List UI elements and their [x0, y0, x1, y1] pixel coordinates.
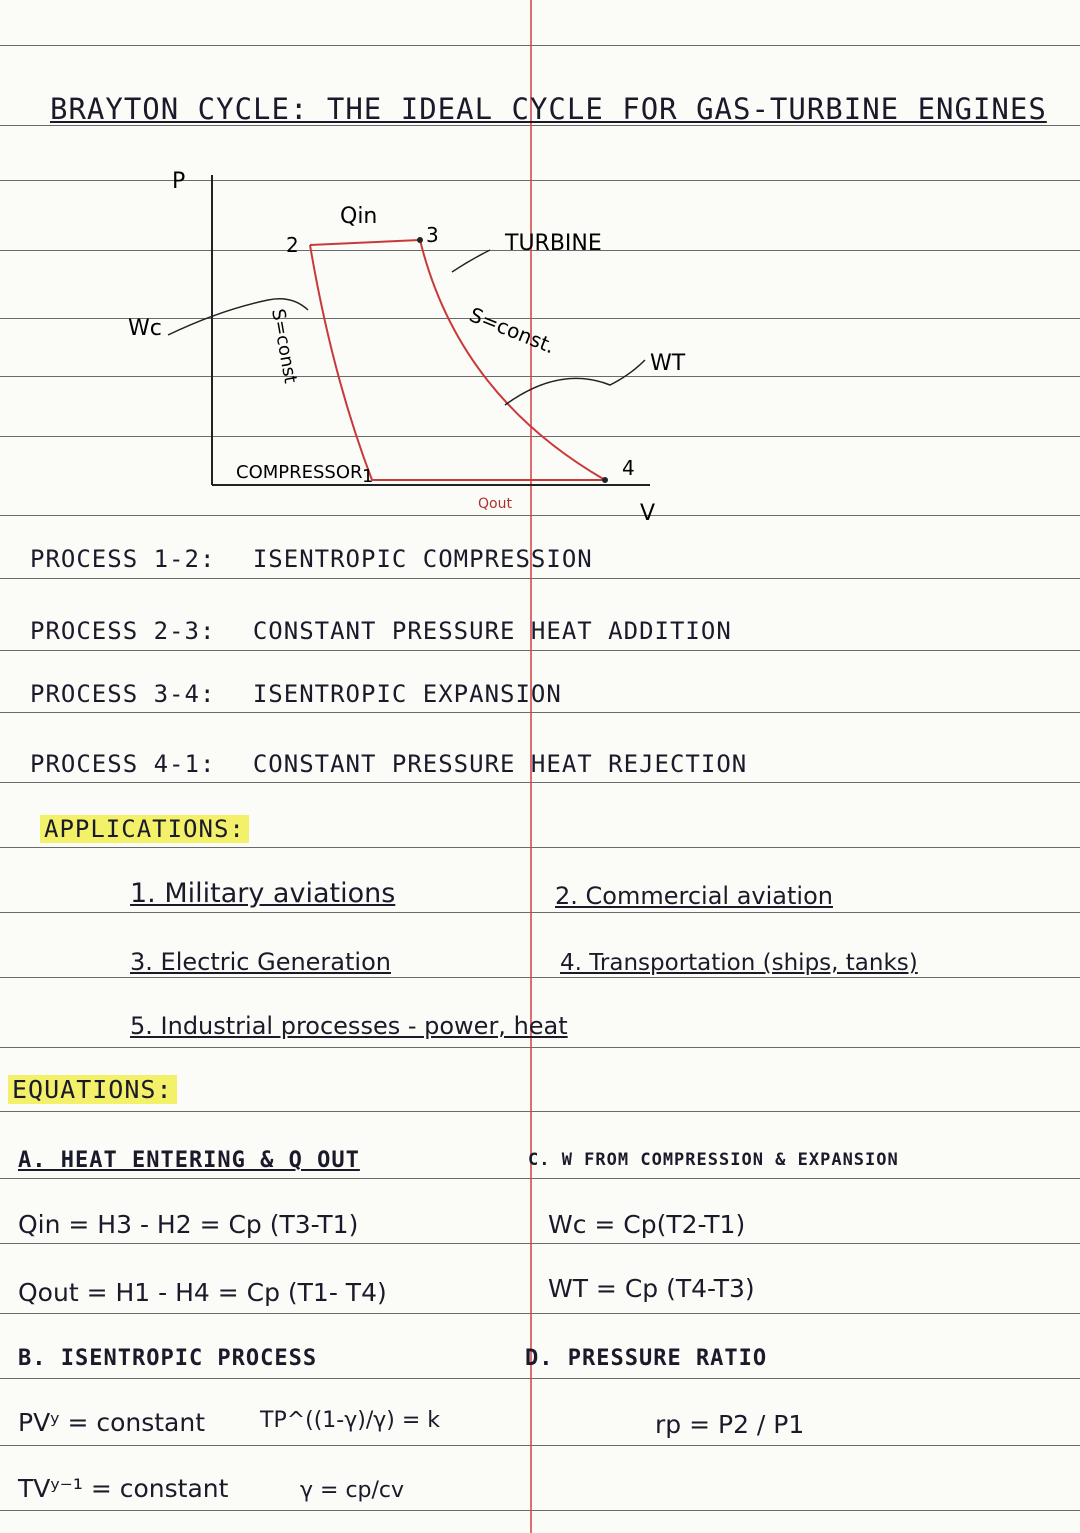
- eq-c1: Wc = Cp(T2-T1): [548, 1210, 746, 1239]
- turbine-label: TURBINE: [505, 231, 602, 256]
- line-2-3: [310, 240, 420, 245]
- application-item-3: 3. Electric Generation: [130, 948, 391, 976]
- process-1-2-label: PROCESS 1-2:: [30, 545, 216, 573]
- process-2-3-label: PROCESS 2-3:: [30, 617, 216, 645]
- process-4-1-label: PROCESS 4-1:: [30, 750, 216, 778]
- compressor-label: COMPRESSOR: [236, 462, 363, 483]
- process-4-1-text: CONSTANT PRESSURE HEAT REJECTION: [252, 750, 748, 778]
- equations-heading: EQUATIONS:: [8, 1075, 177, 1104]
- application-item-4: 4. Transportation (ships, tanks): [560, 950, 918, 976]
- process-3-4-text: ISENTROPIC EXPANSION: [252, 680, 562, 708]
- brayton-pv-diagram: [0, 160, 1080, 530]
- eq-b-title: B. ISENTROPIC PROCESS: [18, 1346, 318, 1371]
- eq-a-title: A. HEAT ENTERING & Q OUT: [18, 1148, 360, 1173]
- process-3-4-label: PROCESS 3-4:: [30, 680, 216, 708]
- eq-d-title: D. PRESSURE RATIO: [525, 1346, 768, 1371]
- q-out-label: Qout: [478, 496, 512, 512]
- process-4-1: [30, 750, 747, 778]
- q-in-label: Qin: [340, 204, 378, 229]
- curve-3-4: [420, 240, 605, 480]
- applications-heading: APPLICATIONS:: [40, 815, 249, 843]
- eq-b3: TVʸ⁻¹ = constant: [18, 1474, 229, 1503]
- eq-d1: rp = P2 / P1: [655, 1410, 805, 1439]
- process-2-3: [30, 617, 732, 645]
- eq-c-title: C. W FROM COMPRESSION & EXPANSION: [528, 1150, 899, 1170]
- process-1-2: [30, 545, 593, 573]
- eq-a2: Qout = H1 - H4 = Cp (T1- T4): [18, 1278, 387, 1307]
- process-2-3-text: CONSTANT PRESSURE HEAT ADDITION: [252, 617, 732, 645]
- wt-label: WT: [650, 351, 686, 376]
- point-1: 1: [362, 466, 374, 487]
- point-4: 4: [622, 456, 635, 480]
- point-3: 3: [426, 223, 439, 247]
- eq-a1: Qin = H3 - H2 = Cp (T3-T1): [18, 1210, 359, 1239]
- eq-c2: WT = Cp (T4-T3): [548, 1274, 755, 1303]
- application-item-5: 5. Industrial processes - power, heat: [130, 1012, 568, 1040]
- v-axis-label: V: [640, 501, 656, 526]
- application-item-2: 2. Commercial aviation: [555, 882, 833, 910]
- eq-b4: γ = cp/cv: [300, 1478, 405, 1503]
- application-item-1: 1. Military aviations: [130, 878, 396, 909]
- wc-label: Wc: [128, 316, 162, 341]
- process-1-2-text: ISENTROPIC COMPRESSION: [252, 545, 593, 573]
- point-2: 2: [286, 233, 299, 257]
- p-axis-label: P: [172, 169, 186, 194]
- curve-1-2: [310, 245, 372, 480]
- eq-b2: TP^((1-γ)/γ) = k: [260, 1408, 441, 1433]
- s-const-right: S=const.: [466, 302, 559, 359]
- eq-b1: PVʸ = constant: [18, 1408, 206, 1437]
- s-const-left: S=const: [267, 307, 301, 385]
- page-title: BRAYTON CYCLE: THE IDEAL CYCLE FOR GAS-TURBINE ENGINES: [50, 92, 1047, 126]
- process-3-4: [30, 680, 562, 708]
